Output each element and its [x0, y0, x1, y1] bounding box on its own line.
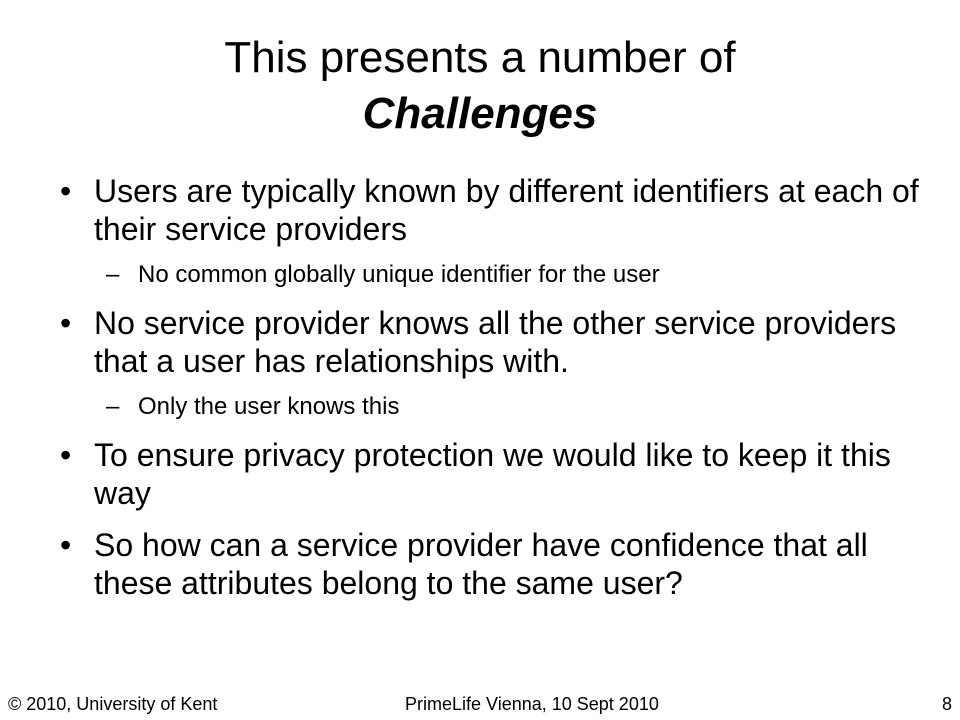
footer-copyright: © 2010, University of Kent — [8, 694, 218, 714]
sub-bullet-item: – No common globally unique identifier for the user — [60, 260, 920, 290]
slide-title-emphasis: Challenges — [362, 89, 598, 138]
bullet-item: • To ensure privacy protection we would like to keep it this way — [60, 436, 920, 512]
footer-page-number: 8 — [941, 694, 952, 714]
bullet-item: • No service provider knows all the other service providers that a user has relationships with. — [60, 304, 920, 380]
slide-title — [0, 30, 960, 142]
bullet-item: • So how can a service provider have confidence that all these attributes belong to the same user? — [60, 526, 920, 602]
bullet-item: • Users are typically known by different identifiers at each of their service providers — [60, 172, 920, 248]
slide-title-line1: This presents a number of — [224, 33, 736, 82]
footer-event: PrimeLife Vienna, 10 Sept 2010 — [405, 694, 659, 714]
sub-bullet-item: – Only the user knows this — [60, 392, 920, 422]
bullet-list — [60, 172, 920, 616]
